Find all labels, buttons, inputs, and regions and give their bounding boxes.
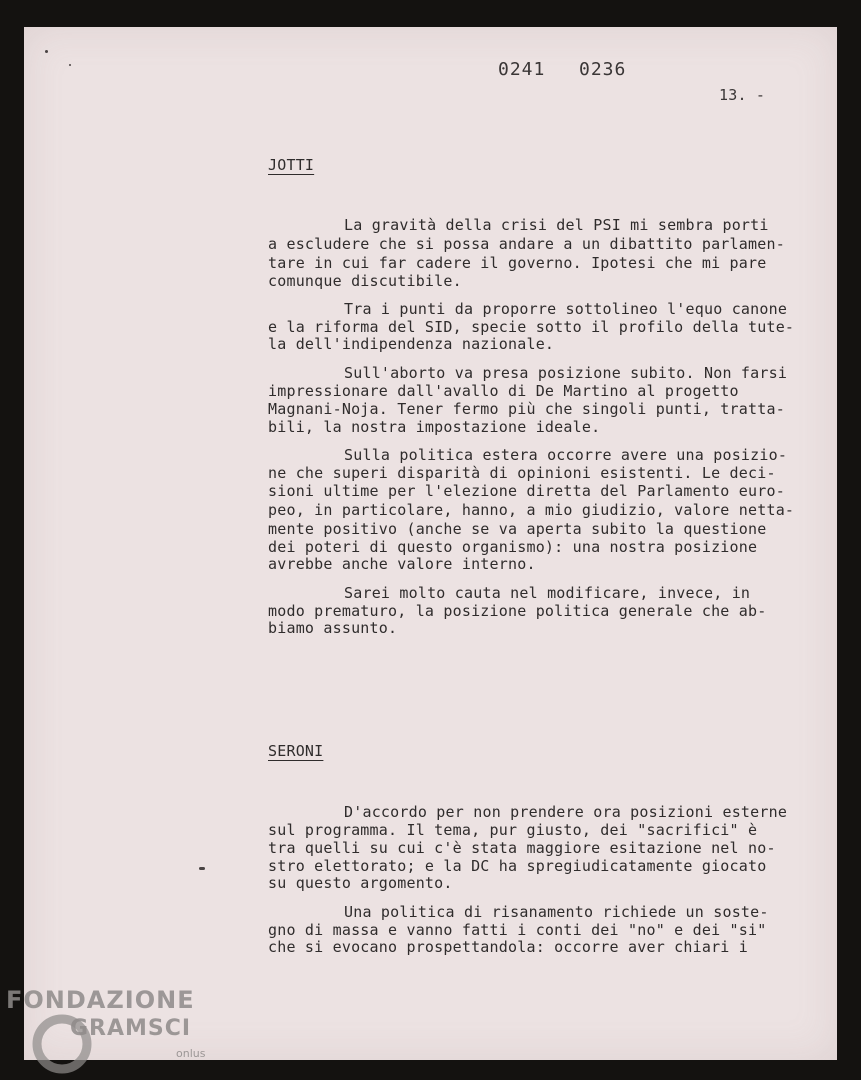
text-line: impressionare dall'avallo di De Martino al progetto (268, 382, 739, 400)
text-line: avrebbe anche valore interno. (268, 555, 536, 573)
archive-ref-a: 0241 (498, 59, 546, 80)
text-line: biamo assunto. (268, 619, 398, 637)
text-line: peo, in particolare, hanno, a mio giudizio, valore netta- (268, 501, 795, 519)
text-line: e la riforma del SID, specie sotto il profilo della tute- (268, 318, 795, 336)
text-line: dei poteri di questo organismo): una nostra posizione (268, 538, 758, 556)
text-line: su questo argomento. (268, 874, 453, 892)
text-line: ne che superi disparità di opinioni esistenti. Le deci- (268, 464, 776, 482)
text-line: stro elettorato; e la DC ha spregiudicatamente giocato (268, 857, 767, 875)
fondazione-gramsci-watermark (4, 986, 219, 1080)
text-line: Magnani-Noja. Tener fermo più che singoli punti, tratta- (268, 400, 785, 418)
text-line: la dell'indipendenza nazionale. (268, 335, 555, 353)
text-line: comunque discutibile. (268, 272, 462, 290)
text-line: gno di massa e vanno fatti i conti dei "no" e dei "si" (268, 921, 767, 939)
text-line: sioni ultime per l'elezione diretta del Parlamento euro- (268, 482, 785, 500)
text-line: La gravità della crisi del PSI mi sembra porti (344, 216, 769, 234)
archive-ref-b: 0236 (579, 59, 627, 80)
text-line: D'accordo per non prendere ora posizioni esterne (344, 803, 788, 821)
text-line: a escludere che si possa andare a un dibattito parlamen- (268, 235, 785, 253)
text-line: modo prematuro, la posizione politica generale che ab- (268, 602, 767, 620)
ink-speck (69, 64, 71, 66)
speaker-name: JOTTI (268, 156, 315, 174)
watermark-line-1: FONDAZIONE (6, 986, 195, 1014)
text-line: Tra i punti da proporre sottolineo l'equo canone (344, 300, 788, 318)
watermark-line-3: onlus (176, 1047, 206, 1060)
text-line: Una politica di risanamento richiede un soste- (344, 903, 769, 921)
ink-speck (199, 867, 205, 870)
watermark-line-2: GRAMSCI (70, 1016, 192, 1041)
ink-speck (45, 50, 48, 53)
text-line: sul programma. Il tema, pur giusto, dei "sacrifici" è (268, 821, 758, 839)
text-line: Sarei molto cauta nel modificare, invece, in (344, 584, 751, 602)
text-line: che si evocano prospettandola: occorre aver chiari i (268, 938, 748, 956)
text-line: mente positivo (anche se va aperta subito la questione (268, 520, 767, 538)
text-line: Sull'aborto va presa posizione subito. Non farsi (344, 364, 788, 382)
document-page (24, 27, 837, 1060)
page-number: 13. - (719, 86, 766, 104)
text-line: tra quelli su cui c'è stata maggiore esitazione nel no- (268, 839, 776, 857)
speaker-name: SERONI (268, 742, 324, 760)
text-line: bili, la nostra impostazione ideale. (268, 418, 601, 436)
text-line: tare in cui far cadere il governo. Ipotesi che mi pare (268, 254, 767, 272)
text-line: Sulla politica estera occorre avere una posizio- (344, 446, 788, 464)
